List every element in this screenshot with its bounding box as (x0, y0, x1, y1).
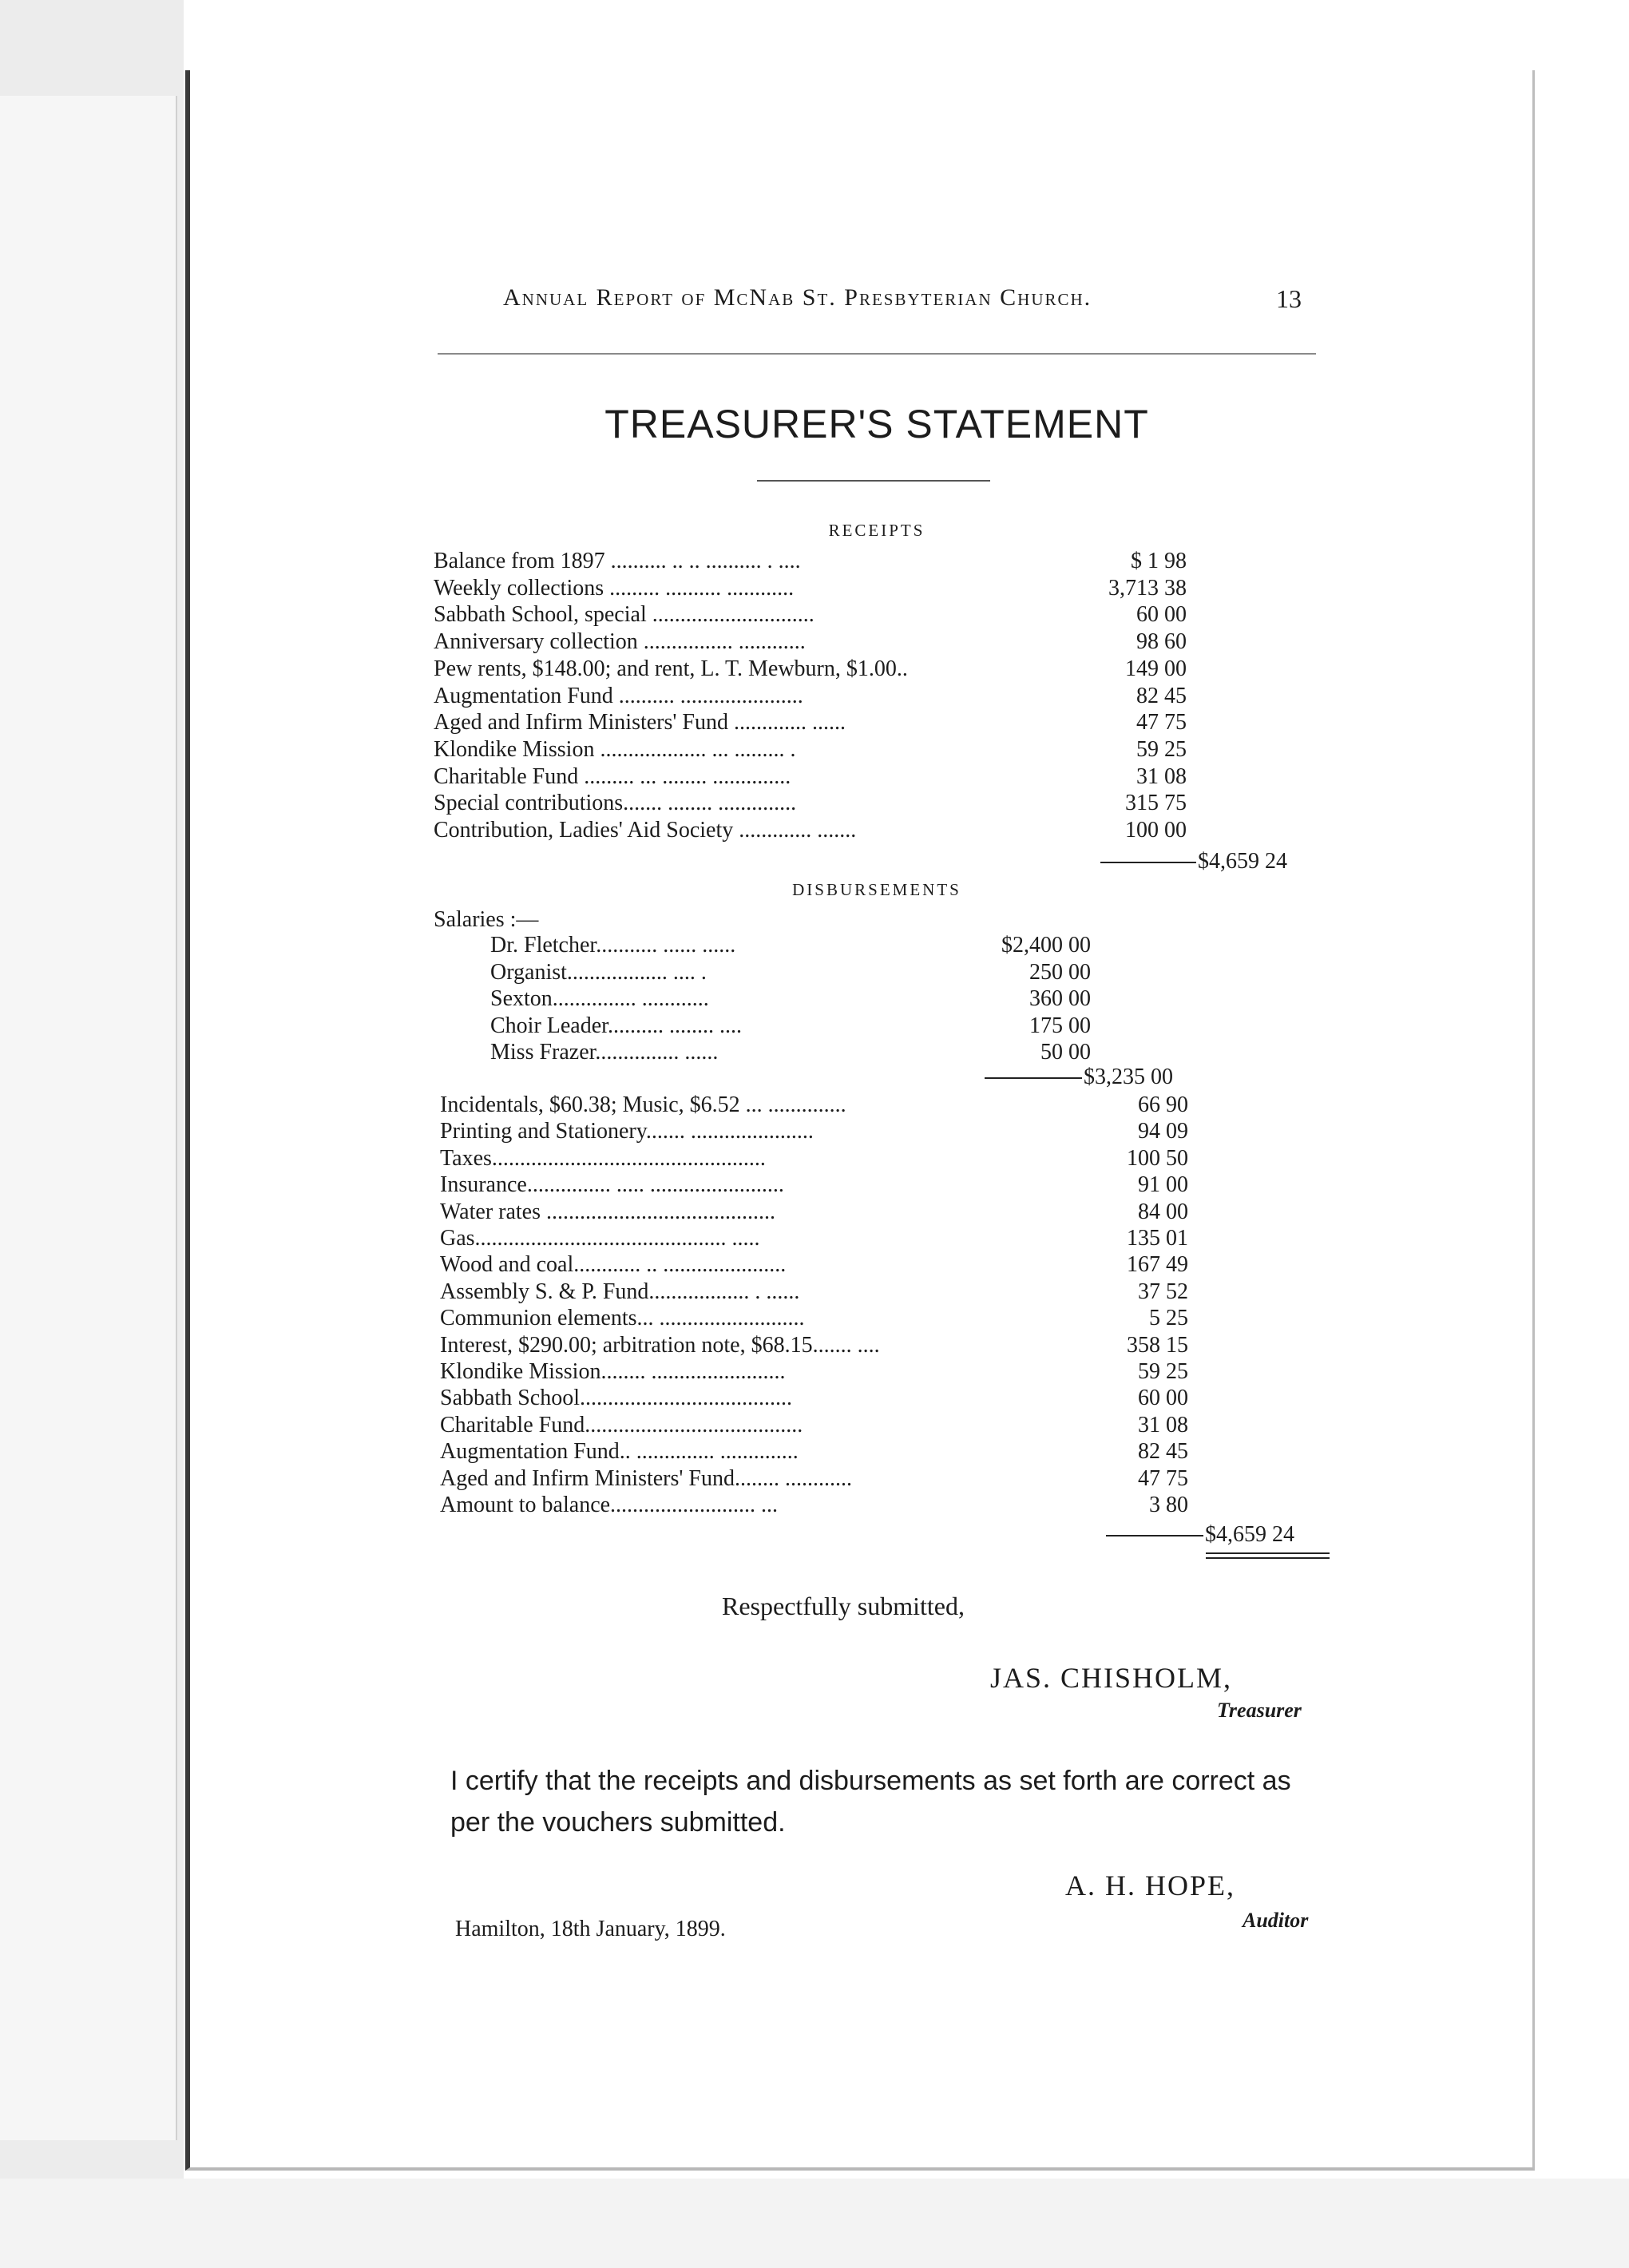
treasurer-name: JAS. CHISHOLM, (990, 1662, 1233, 1694)
ledger-row (490, 986, 1091, 1013)
ledger-row (434, 737, 1187, 763)
receipts-heading: RECEIPTS (828, 521, 925, 540)
ledger-label: Klondike Mission ................... ... ......... . (434, 736, 796, 762)
auditor-name: A. H. HOPE, (1065, 1870, 1236, 1901)
ledger-amount: 31 08 (1138, 1412, 1188, 1437)
ledger-amount: 50 00 (1040, 1040, 1091, 1065)
ledger-row (440, 1439, 1188, 1465)
ledger-label: Gas............................................. ..... (440, 1226, 760, 1251)
ledger-amount: 82 45 (1138, 1439, 1188, 1465)
ledger-label: Aged and Infirm Ministers' Fund ............. ...... (434, 710, 846, 736)
ledger-label: Sabbath School...................................... (440, 1386, 792, 1411)
header-rule (438, 353, 1316, 355)
ledger-row (434, 576, 1187, 602)
ledger-row (490, 1013, 1091, 1040)
page-title: TREASURER'S STATEMENT (604, 402, 1149, 446)
ledger-row (440, 1092, 1188, 1119)
ledger-row (440, 1252, 1188, 1279)
ledger-label: Assembly S. & P. Fund.................. . ...... (440, 1279, 800, 1304)
ledger-row (490, 1040, 1091, 1066)
respectfully-submitted: Respectfully submitted, (722, 1592, 965, 1620)
ledger-label: Interest, $290.00; arbitration note, $68.15....... .... (440, 1332, 880, 1358)
ledger-amount: 135 01 (1127, 1226, 1188, 1251)
disbursements-heading: DISBURSEMENTS (792, 880, 961, 899)
ledger-amount: 59 25 (1138, 1359, 1188, 1384)
ledger-label: Anniversary collection ................ ............ (434, 629, 806, 655)
ledger-label: Wood and coal............ .. ...................... (440, 1252, 787, 1278)
ledger-amount: 91 00 (1138, 1172, 1188, 1198)
ledger-row (440, 1413, 1188, 1439)
ledger-amount: 3,713 38 (1108, 575, 1187, 601)
ledger-row (490, 960, 1091, 986)
title-rule (757, 480, 990, 482)
ledger-amount: 60 00 (1138, 1386, 1188, 1411)
ledger-label: Amount to balance.......................... ... (440, 1493, 779, 1517)
ledger-amount: 31 08 (1136, 763, 1187, 789)
ledger-row (434, 684, 1187, 710)
ledger-label: Taxes................................................. (440, 1145, 766, 1171)
ledger-label: Incidentals, $60.38; Music, $6.52 ... .............. (440, 1092, 846, 1117)
ledger-label: Augmentation Fund .......... ...................... (434, 683, 803, 708)
certification-text: I certify that the receipts and disbursements as set forth are correct as per the vouchers submitted. (450, 1766, 1291, 1838)
total-dash (1100, 862, 1196, 863)
ledger-label: Balance from 1897 .......... .. .. .......... . .... (434, 549, 801, 573)
ledger-label: Charitable Fund ......... ... ........ .............. (434, 763, 791, 789)
ledger-amount: 3 80 (1149, 1493, 1188, 1517)
ledger-row (440, 1199, 1188, 1226)
ledger-label: Aged and Infirm Ministers' Fund........ ............ (440, 1465, 853, 1491)
ledger-amount: 66 90 (1138, 1092, 1188, 1117)
ledger-amount: 59 25 (1136, 736, 1187, 762)
ledger-amount: 5 25 (1149, 1306, 1188, 1331)
ledger-amount: 100 50 (1127, 1145, 1188, 1171)
disbursements-total: $4,659 24 (1205, 1522, 1294, 1547)
ledger-label: Charitable Fund....................................... (440, 1412, 803, 1437)
salaries-label: Salaries :— (434, 907, 539, 932)
ledger-amount: 167 49 (1127, 1252, 1188, 1278)
ledger-amount: 60 00 (1136, 602, 1187, 628)
ledger-amount: 100 00 (1125, 818, 1187, 843)
ledger-row (440, 1306, 1188, 1332)
ledger-amount: $ 1 98 (1131, 549, 1187, 573)
ledger-row (440, 1493, 1188, 1519)
ledger-row (440, 1119, 1188, 1145)
total-dash (985, 1077, 1082, 1079)
receipts-total: $4,659 24 (1198, 849, 1287, 874)
ledger-row (490, 933, 1091, 959)
ledger-label: Water rates ......................................... (440, 1199, 775, 1224)
ledger-row (434, 549, 1187, 575)
ledger-label: Insurance............... ..... ........................ (440, 1172, 784, 1198)
salaries-total-row (985, 1065, 1216, 1091)
ledger-row (440, 1333, 1188, 1359)
ledger-label: Weekly collections ......... .......... ............ (434, 575, 795, 601)
page-number: 13 (1276, 284, 1302, 313)
salaries-label-row (434, 907, 753, 934)
ledger-row (440, 1386, 1188, 1412)
ledger-amount: $2,400 00 (1001, 933, 1091, 958)
running-head: Annual Report of McNab St. Presbyterian Church. (503, 284, 1092, 311)
ledger-amount: 358 15 (1127, 1332, 1188, 1358)
ledger-row (440, 1226, 1188, 1252)
ledger-label: Contribution, Ladies' Aid Society ............. ....... (434, 818, 857, 843)
ledger-row (434, 710, 1187, 736)
ledger-amount: 360 00 (1029, 986, 1091, 1011)
ledger-row (434, 656, 1187, 683)
ledger-label: Choir Leader.......... ........ .... (490, 1013, 742, 1038)
receipts-total-row (1100, 849, 1332, 875)
ledger-label: Sabbath School, special ............................. (434, 602, 814, 628)
ledger-amount: 47 75 (1138, 1465, 1188, 1491)
ledger-row (440, 1172, 1188, 1199)
facing-page-edge (0, 96, 177, 2140)
ledger-row (434, 818, 1187, 844)
salaries-total: $3,235 00 (1084, 1065, 1173, 1089)
ledger-row (440, 1359, 1188, 1386)
ledger-row (434, 629, 1187, 656)
ledger-label: Dr. Fletcher........... ...... ...... (490, 933, 736, 958)
ledger-amount: 149 00 (1125, 656, 1187, 681)
ledger-label: Klondike Mission........ ........................ (440, 1359, 786, 1384)
ledger-amount: 175 00 (1029, 1013, 1091, 1038)
ledger-amount: 37 52 (1138, 1279, 1188, 1304)
ledger-amount: 84 00 (1138, 1199, 1188, 1224)
ledger-row (434, 791, 1187, 817)
double-rule-bottom (1206, 1557, 1330, 1559)
ledger-amount: 47 75 (1136, 710, 1187, 736)
ledger-amount: 98 60 (1136, 629, 1187, 655)
ledger-label: Miss Frazer............... ...... (490, 1040, 719, 1065)
disbursements-total-row (1106, 1522, 1338, 1548)
ledger-amount: 250 00 (1029, 959, 1091, 985)
ledger-row (440, 1146, 1188, 1172)
ledger-row (440, 1279, 1188, 1306)
total-dash (1106, 1535, 1203, 1536)
ledger-row (434, 602, 1187, 628)
treasurer-role: Treasurer (1217, 1699, 1302, 1722)
auditor-role: Auditor (1243, 1909, 1309, 1932)
ledger-label: Sexton............... ............ (490, 986, 709, 1011)
ledger-label: Special contributions....... ........ .............. (434, 791, 797, 816)
ledger-amount: 82 45 (1136, 683, 1187, 708)
ledger-label: Augmentation Fund.. .............. .............. (440, 1439, 799, 1465)
ledger-amount: 94 09 (1138, 1119, 1188, 1144)
ledger-label: Communion elements... .......................... (440, 1306, 805, 1331)
ledger-label: Printing and Stationery....... ...................... (440, 1119, 814, 1144)
ledger-label: Organist.................. .... . (490, 959, 707, 985)
background-bottom (0, 2179, 1629, 2268)
double-rule-top (1206, 1552, 1330, 1554)
ledger-amount: 315 75 (1125, 791, 1187, 816)
ledger-label: Pew rents, $148.00; and rent, L. T. Mewburn, $1.00.. (434, 656, 908, 681)
ledger-row (440, 1466, 1188, 1493)
ledger-row (434, 764, 1187, 791)
dateline: Hamilton, 18th January, 1899. (455, 1917, 726, 1941)
